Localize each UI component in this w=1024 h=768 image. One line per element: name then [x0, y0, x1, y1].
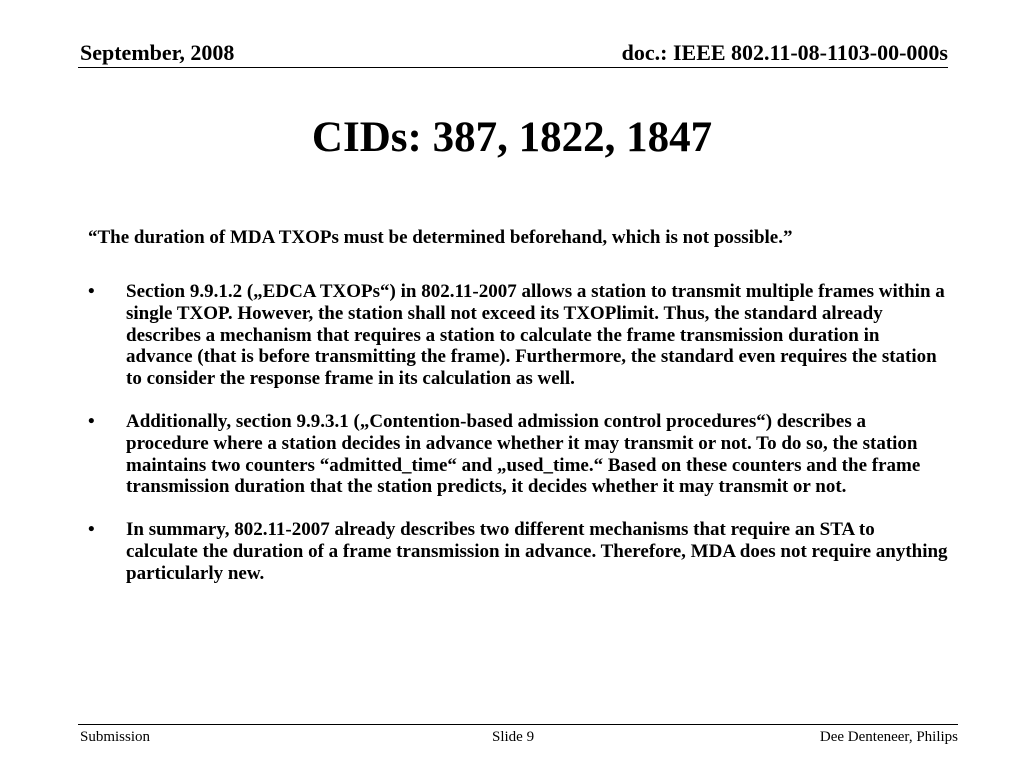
- header-doc-id: doc.: IEEE 802.11-08-1103-00-000s: [621, 40, 948, 65]
- slide-title: CIDs: 387, 1822, 1847: [311, 114, 713, 161]
- slide-quote: “The duration of MDA TXOPs must be determined beforehand, which is not possible.”: [88, 227, 793, 248]
- footer-divider: [78, 724, 958, 725]
- bullet-icon: •: [88, 281, 95, 302]
- bullet-icon: •: [88, 519, 95, 541]
- bullet-text: Section 9.9.1.2 („EDCA TXOPs“) in 802.11-2007 allows a station to transmit multiple frames within a single TXOP. However, the station shall not exceed its TXOPlimit. Thus, the standard already describes a mechanism that requires a station to calculate the frame transmission duration in advance (that is before transmitting the frame). Furthermore, the standard even requires the station to consider the response frame in its calculation as well.: [126, 281, 945, 390]
- bullet-text: Additionally, section 9.9.3.1 („Contention-based admission control procedures“) describes a procedure where a station decides in advance whether it may transmit or not. To do so, the station maintains two counters “admitted_time“ and „used_time.“ Based on these counters and the frame transmission duration that the station predicts, it decides whether it may transmit or not.: [126, 410, 921, 498]
- bullet-item-edca-txops: [88, 281, 948, 390]
- bullet-list: [88, 281, 948, 585]
- header-date: September, 2008: [80, 40, 235, 65]
- header-divider: [78, 67, 948, 68]
- footer-submission: Submission: [80, 729, 151, 745]
- bullet-icon: •: [88, 410, 95, 432]
- bullet-item-summary: [88, 519, 948, 584]
- bullet-text: In summary, 802.11-2007 already describes two different mechanisms that require an STA to calculate the duration of a frame transmission in advance. Therefore, MDA does not require anything particularly new.: [126, 519, 948, 584]
- bullet-item-admission-control: [88, 411, 948, 498]
- footer-author: Dee Denteneer, Philips: [819, 729, 958, 745]
- footer-slide-number: Slide 9: [492, 729, 535, 745]
